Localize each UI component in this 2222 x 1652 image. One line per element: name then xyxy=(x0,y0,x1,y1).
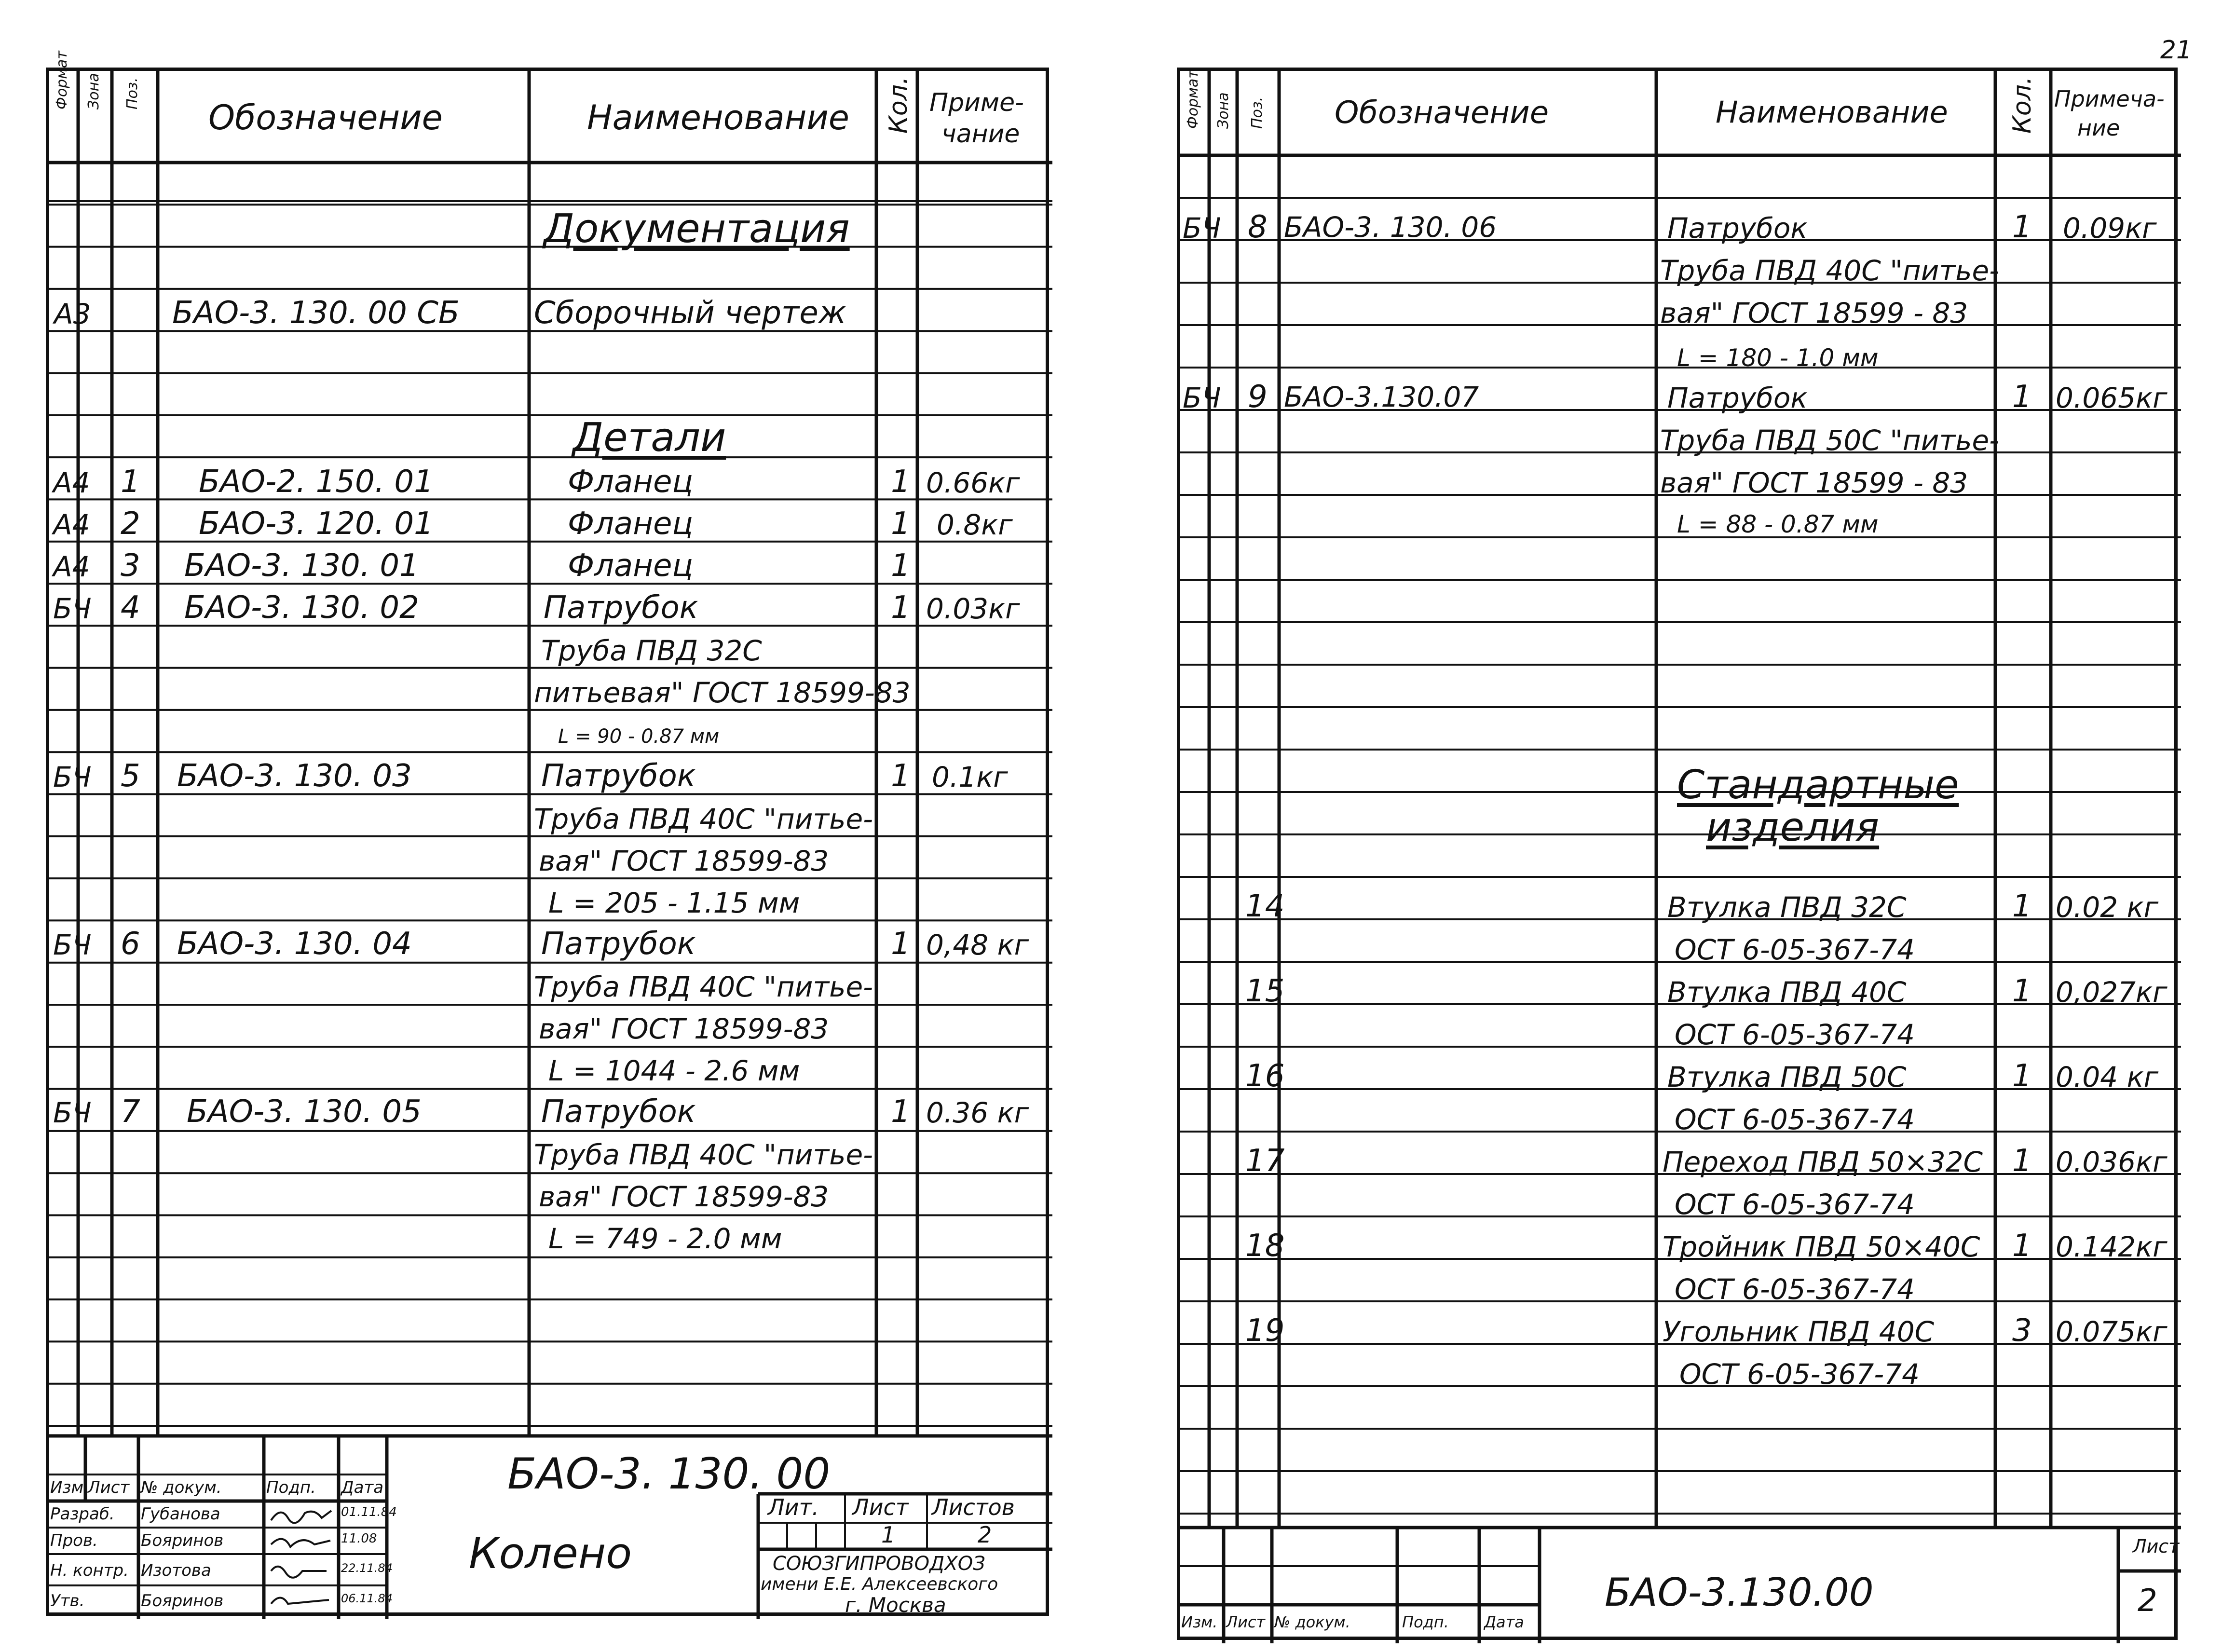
header-designation: Обозначение xyxy=(208,98,443,137)
row-name: L = 1044 - 2.6 мм xyxy=(548,1054,800,1087)
row-quantity: 1 xyxy=(891,464,911,500)
row-format: БЧ xyxy=(53,928,92,961)
row-name: Труба ПВД 40С "питье- xyxy=(534,803,873,835)
row-position: 16 xyxy=(1245,1058,1285,1094)
header-name: Наименование xyxy=(587,98,849,137)
row-designation: БАО-3. 130. 06 xyxy=(1284,211,1497,244)
row-quantity: 1 xyxy=(2012,1058,2032,1094)
row-quantity: 1 xyxy=(891,590,911,626)
row-name: Патрубок xyxy=(541,1094,696,1130)
header-note-line2: чание xyxy=(941,120,1020,149)
row-name: Втулка ПВД 50С xyxy=(1667,1061,1907,1093)
header-position: Поз. xyxy=(124,77,141,109)
tb-header-change: Изм. xyxy=(50,1478,89,1497)
right-specification-sheet xyxy=(1177,68,2178,1640)
row-name: вая" ГОСТ 18599-83 xyxy=(539,1012,829,1045)
row-name: ОСТ 6-05-367-74 xyxy=(1679,1358,1920,1391)
row-note: 0.09кг xyxy=(2063,212,2157,245)
row-designation: БАО-2. 150. 01 xyxy=(199,464,434,500)
row-position: 7 xyxy=(121,1094,140,1130)
row-name: L = 88 - 0.87 мм xyxy=(1677,510,1879,538)
row-quantity: 3 xyxy=(2012,1313,2032,1349)
row-designation: БАО-3. 130. 01 xyxy=(184,548,419,584)
row-name: вая" ГОСТ 18599-83 xyxy=(539,845,829,877)
row-name: Фланец xyxy=(568,548,693,584)
document-title: Колено xyxy=(469,1529,632,1578)
row-format: А3 xyxy=(54,298,91,330)
tb-person: Изотова xyxy=(141,1561,211,1580)
row-quantity: 1 xyxy=(891,548,911,584)
row-note: 0.075кг xyxy=(2056,1315,2167,1348)
row-name: Труба ПВД 50С "питье- xyxy=(1660,424,2000,457)
row-quantity: 1 xyxy=(891,758,911,794)
org-name-line1: СОЮЗГИПРОВОДХОЗ xyxy=(773,1553,985,1575)
row-format: БЧ xyxy=(1183,212,1221,245)
row-name: питьевая" ГОСТ 18599-83 xyxy=(534,676,911,709)
tb-date: 01.11.84 xyxy=(341,1505,397,1519)
row-name: ОСТ 6-05-367-74 xyxy=(1675,933,1915,966)
row-position: 15 xyxy=(1245,973,1285,1009)
row-name: ОСТ 6-05-367-74 xyxy=(1675,1188,1915,1221)
tb-role: Пров. xyxy=(50,1531,98,1550)
row-note: 0,48 кг xyxy=(926,928,1029,961)
document-code: БАО-3.130.00 xyxy=(1605,1570,1874,1615)
row-designation: БАО-3.130.07 xyxy=(1284,381,1479,413)
header-format: Формат xyxy=(1185,70,1201,129)
row-name: ОСТ 6-05-367-74 xyxy=(1675,1103,1915,1136)
row-note: 0.1кг xyxy=(932,761,1008,793)
header-position: Поз. xyxy=(1249,96,1266,129)
header-zone: Зона xyxy=(1215,92,1232,129)
tb-date: 11.08 xyxy=(341,1531,377,1546)
tb-letter-label: Лит. xyxy=(768,1494,819,1520)
tb-person: Губанова xyxy=(141,1504,220,1524)
row-name: Фланец xyxy=(568,464,693,500)
row-format: БЧ xyxy=(53,1096,92,1129)
row-position: 17 xyxy=(1245,1143,1285,1179)
row-name: ОСТ 6-05-367-74 xyxy=(1675,1273,1915,1306)
tb-header-signature: Подп. xyxy=(266,1478,316,1497)
header-name: Наименование xyxy=(1716,95,1948,130)
tb-sheets-value: 2 xyxy=(978,1522,992,1548)
row-quantity: 1 xyxy=(891,1094,911,1130)
row-note: 0,027кг xyxy=(2056,976,2167,1009)
row-name: Труба ПВД 40С "питье- xyxy=(534,1138,873,1171)
tb-role: Разраб. xyxy=(50,1504,115,1524)
signature-2 xyxy=(269,1530,334,1552)
tb-header-date: Дата xyxy=(341,1478,384,1497)
row-position: 3 xyxy=(121,548,140,584)
row-position: 5 xyxy=(121,758,140,794)
row-name: Втулка ПВД 32С xyxy=(1667,891,1907,924)
page-number: 21 xyxy=(2160,36,2192,65)
row-note: 0.36 кг xyxy=(926,1096,1029,1129)
tb-header-sheet: Лист xyxy=(1226,1613,1266,1631)
row-name: Патрубок xyxy=(541,926,696,962)
row-name: L = 205 - 1.15 мм xyxy=(548,887,800,919)
section-documentation: Документация xyxy=(544,206,850,252)
tb-person: Бояринов xyxy=(141,1531,224,1550)
header-note-line2: ние xyxy=(2077,115,2120,141)
section-standard-items-line2: изделия xyxy=(1706,805,1880,850)
row-note: 0.03кг xyxy=(926,592,1020,625)
tb-sheet-label: Лист xyxy=(852,1494,909,1520)
row-position: 19 xyxy=(1245,1313,1285,1349)
tb-date: 22.11.84 xyxy=(341,1561,393,1575)
row-quantity: 1 xyxy=(2012,973,2032,1009)
row-format: А4 xyxy=(53,466,90,499)
row-designation: БАО-3. 130. 03 xyxy=(177,758,412,794)
tb-header-docnum: № докум. xyxy=(141,1478,222,1497)
row-position: 18 xyxy=(1245,1228,1285,1264)
row-position: 14 xyxy=(1245,888,1285,924)
left-specification-sheet xyxy=(46,51,1049,1617)
org-name-line3: г. Москва xyxy=(845,1593,946,1617)
row-name: Переход ПВД 50×32С xyxy=(1663,1146,1983,1178)
row-name: вая" ГОСТ 18599 - 83 xyxy=(1660,297,1968,329)
row-designation: БАО-3. 130. 04 xyxy=(177,926,412,962)
header-note-line1: Примеча- xyxy=(2054,86,2165,112)
row-format: А4 xyxy=(53,550,90,583)
row-note: 0.66кг xyxy=(926,466,1020,499)
row-format: А4 xyxy=(53,508,90,541)
row-position: 4 xyxy=(121,590,140,626)
row-name: Фланец xyxy=(568,506,693,542)
row-designation: БАО-3. 130. 05 xyxy=(187,1094,422,1130)
row-designation: БАО-3. 130. 02 xyxy=(184,590,419,626)
row-name: Угольник ПВД 40С xyxy=(1663,1315,1935,1348)
tb-sheet-value: 2 xyxy=(2138,1583,2157,1619)
row-quantity: 1 xyxy=(2012,209,2032,245)
row-note: 0.065кг xyxy=(2056,382,2167,414)
header-quantity: Кол. xyxy=(2008,76,2037,134)
row-position: 1 xyxy=(121,464,140,500)
tb-sheet-label: Лист xyxy=(2133,1536,2180,1557)
tb-header-docnum: № докум. xyxy=(1274,1613,1350,1631)
row-name: вая" ГОСТ 18599-83 xyxy=(539,1180,829,1213)
row-quantity: 1 xyxy=(2012,1143,2032,1179)
row-name: L = 749 - 2.0 мм xyxy=(548,1222,782,1255)
header-format: Формат xyxy=(54,51,70,109)
tb-sheets-label: Листов xyxy=(932,1494,1015,1520)
header-zone: Зона xyxy=(85,73,102,109)
row-name: Патрубок xyxy=(541,758,696,794)
tb-header-sheet: Лист xyxy=(88,1478,130,1497)
row-note: 0.8кг xyxy=(937,508,1013,541)
row-name: Втулка ПВД 40С xyxy=(1667,976,1907,1009)
row-quantity: 1 xyxy=(2012,888,2032,924)
signature-4 xyxy=(269,1589,334,1611)
signature-1 xyxy=(269,1503,334,1525)
row-format: БЧ xyxy=(1183,382,1221,414)
row-position: 2 xyxy=(121,506,140,542)
row-name: ОСТ 6-05-367-74 xyxy=(1675,1018,1915,1051)
row-name: Сборочный чертеж xyxy=(534,295,846,331)
row-format: БЧ xyxy=(53,592,92,625)
row-designation: БАО-3. 130. 00 СБ xyxy=(172,295,460,331)
row-name: Труба ПВД 40С "питье- xyxy=(1660,254,2000,287)
row-name: Тройник ПВД 50×40С xyxy=(1663,1230,1980,1263)
row-name: L = 90 - 0.87 мм xyxy=(558,725,720,748)
tb-header-change: Изм. xyxy=(1181,1613,1218,1631)
row-name: Патрубок xyxy=(544,590,698,626)
row-quantity: 1 xyxy=(2012,1228,2032,1264)
row-name: вая" ГОСТ 18599 - 83 xyxy=(1660,466,1968,499)
signature-3 xyxy=(269,1559,334,1581)
tb-person: Бояринов xyxy=(141,1591,224,1611)
section-details: Детали xyxy=(573,415,726,461)
header-note-line1: Приме- xyxy=(929,88,1024,117)
row-designation: БАО-3. 120. 01 xyxy=(199,506,434,542)
row-note: 0.142кг xyxy=(2056,1230,2167,1263)
row-position: 6 xyxy=(121,926,140,962)
row-name: L = 180 - 1.0 мм xyxy=(1677,344,1879,372)
row-name: Труба ПВД 40С "питье- xyxy=(534,970,873,1003)
row-note: 0.036кг xyxy=(2056,1146,2167,1178)
section-standard-items-line1: Стандартные xyxy=(1677,762,1959,808)
tb-date: 06.11.84 xyxy=(341,1592,393,1605)
header-quantity: Кол. xyxy=(884,76,913,134)
document-code: БАО-3. 130. 00 xyxy=(507,1449,831,1499)
row-format: БЧ xyxy=(53,761,92,793)
org-name-line2: имени Е.Е. Алексеевского xyxy=(761,1574,998,1594)
row-name: Патрубок xyxy=(1667,212,1808,245)
row-name: Труба ПВД 32С xyxy=(541,634,762,667)
row-quantity: 1 xyxy=(891,506,911,542)
row-quantity: 1 xyxy=(891,926,911,962)
row-name: Патрубок xyxy=(1667,382,1808,414)
tb-header-signature: Подп. xyxy=(1402,1613,1449,1631)
tb-role: Утв. xyxy=(50,1591,85,1611)
tb-sheet-value: 1 xyxy=(881,1522,896,1548)
row-note: 0.02 кг xyxy=(2056,891,2159,924)
row-position: 9 xyxy=(1248,379,1268,415)
tb-header-date: Дата xyxy=(1484,1613,1524,1631)
row-note: 0.04 кг xyxy=(2056,1061,2159,1093)
row-position: 8 xyxy=(1248,209,1268,245)
header-designation: Обозначение xyxy=(1335,95,1549,131)
row-quantity: 1 xyxy=(2012,379,2032,415)
tb-role: Н. контр. xyxy=(50,1561,129,1580)
